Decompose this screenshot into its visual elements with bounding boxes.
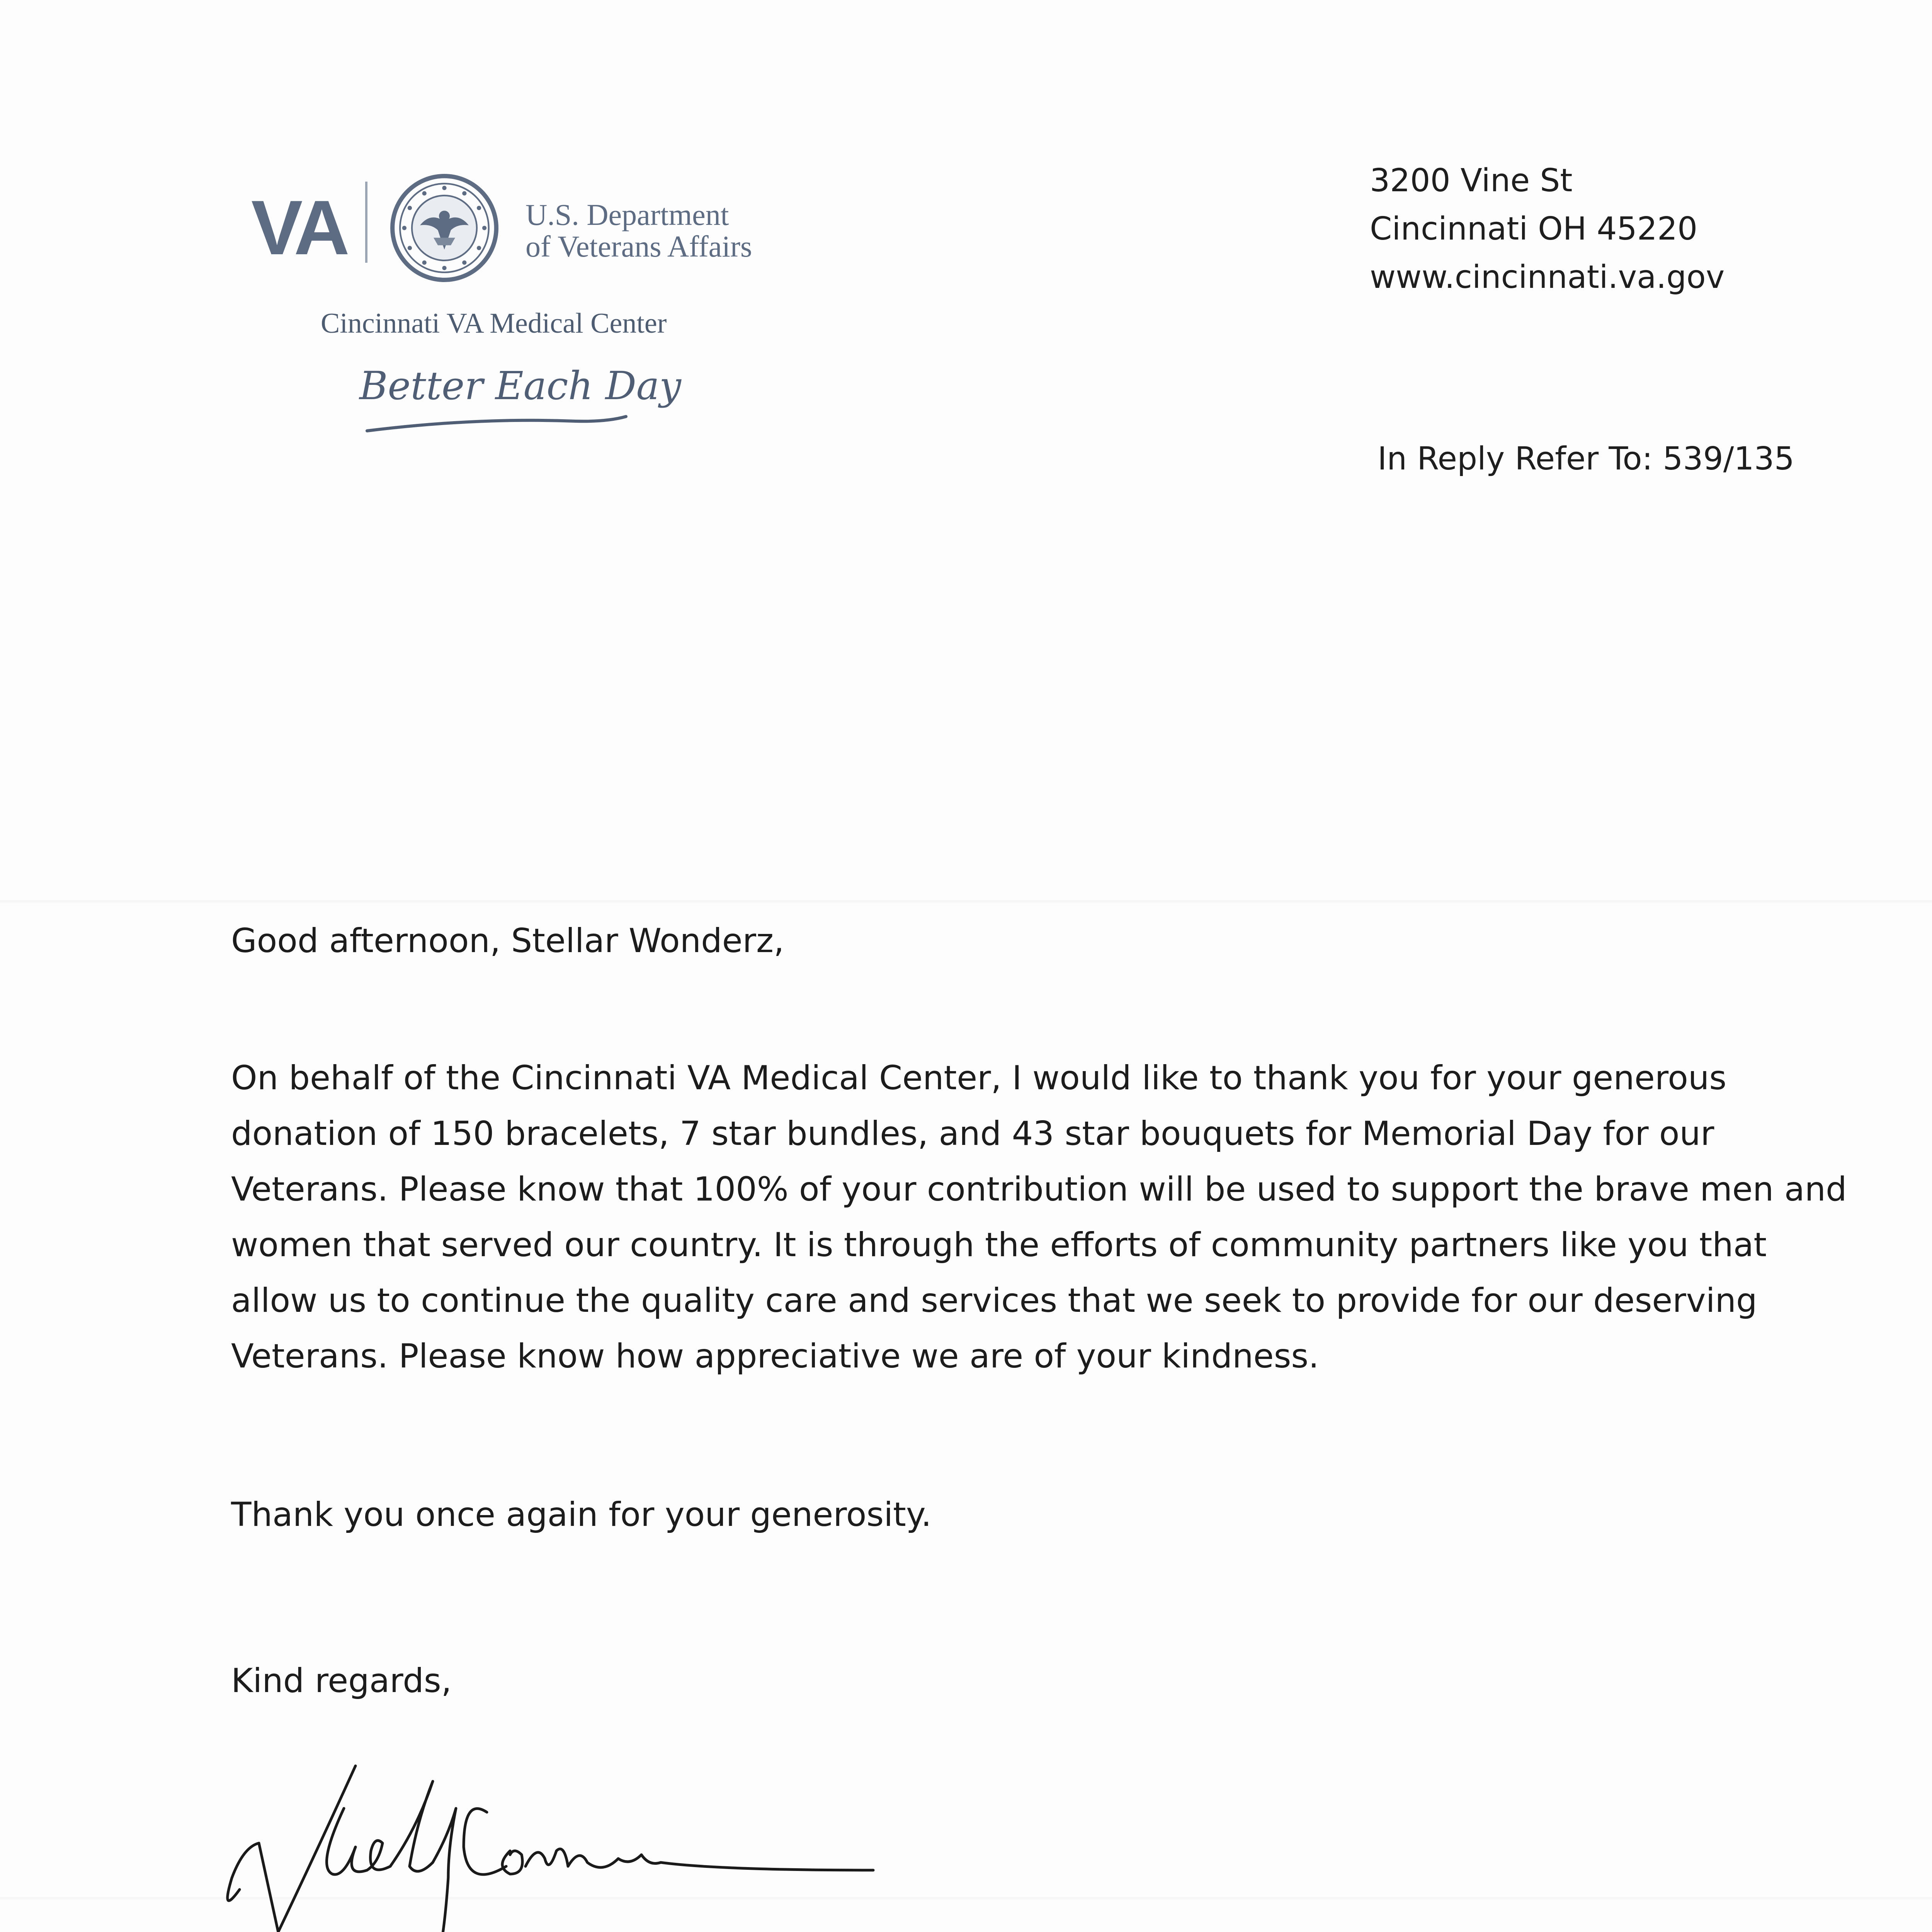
medical-center-name: Cincinnati VA Medical Center <box>321 308 667 339</box>
body-line: Veterans. Please know that 100% of your contribution will be used to support the brave men and <box>231 1170 1847 1209</box>
slogan-underline-icon <box>359 363 653 448</box>
logo-divider <box>365 182 367 263</box>
address-website: www.cincinnati.va.gov <box>1370 259 1725 296</box>
slogan-text: Better Each Day <box>359 363 681 408</box>
address-city: Cincinnati OH 45220 <box>1370 211 1698 247</box>
body-line: Veterans. Please know how appreciative we are of your kindness. <box>231 1337 1319 1376</box>
reply-reference: In Reply Refer To: 539/135 <box>1378 440 1794 477</box>
department-line-1: U.S. Department <box>526 198 729 231</box>
department-name <box>526 199 752 262</box>
body-line: On behalf of the Cincinnati VA Medical Center, I would like to thank you for your generous <box>231 1059 1727 1097</box>
body-paragraph <box>231 1050 1854 1384</box>
department-line-2: of Veterans Affairs <box>526 230 752 263</box>
body-line: women that served our country. It is through the efforts of community partners like you that <box>231 1226 1767 1264</box>
body-line: allow us to continue the quality care and services that we seek to provide for our deserving <box>231 1281 1757 1320</box>
slogan <box>359 363 681 448</box>
body-line: donation of 150 bracelets, 7 star bundles, and 43 star bouquets for Memorial Day for our <box>231 1114 1714 1153</box>
greeting: Good afternoon, Stellar Wonderz, <box>231 922 784 960</box>
paper-fold <box>0 900 1932 904</box>
letterhead <box>247 162 796 456</box>
thanks-line: Thank you once again for your generosity. <box>231 1495 932 1534</box>
va-seal-icon <box>390 174 498 282</box>
va-logo: VA <box>251 185 347 271</box>
signature-icon <box>216 1750 893 1932</box>
address-street: 3200 Vine St <box>1370 162 1573 199</box>
address-block <box>1370 156 1725 301</box>
closing: Kind regards, <box>231 1662 452 1700</box>
